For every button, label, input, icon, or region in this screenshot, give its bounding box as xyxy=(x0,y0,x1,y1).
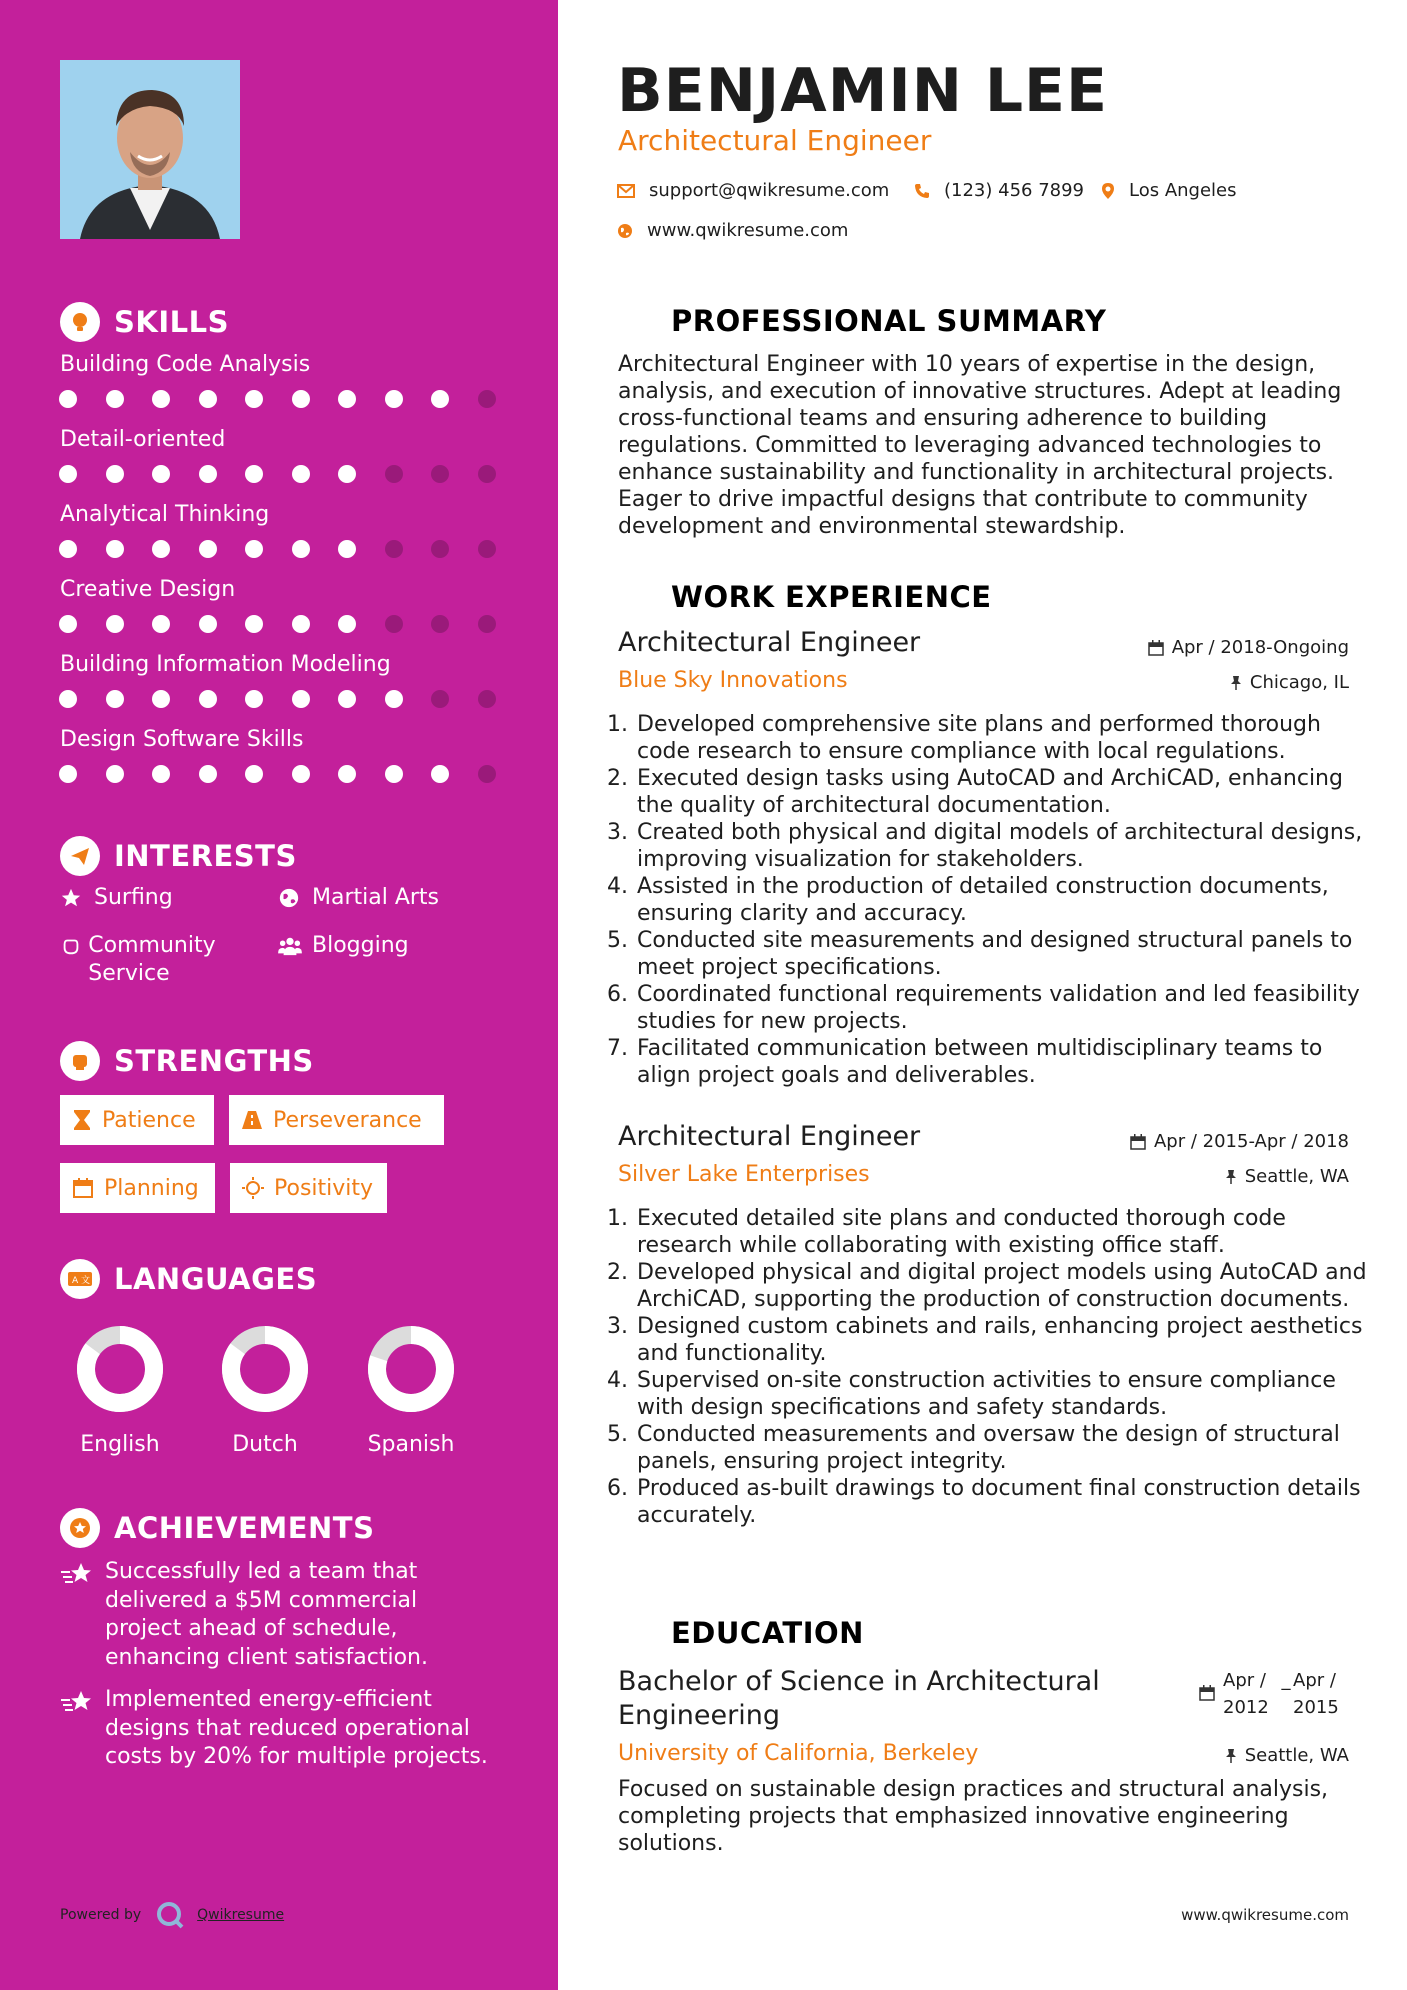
strength-label: Positivity xyxy=(274,1175,374,1201)
job-bullet: 2. Developed physical and digital project models using AutoCAD and ArchiCAD, supporting the production of construction documents. xyxy=(635,1259,1375,1313)
rating-dot-filled xyxy=(385,765,403,783)
job-bullet: 2. Executed design tasks using AutoCAD and ArchiCAD, enhancing the quality of architectural documentation. xyxy=(635,765,1375,819)
rating-dot-filled xyxy=(59,390,77,408)
rating-dot-filled xyxy=(292,690,310,708)
rating-dot-filled xyxy=(152,615,170,633)
job-company: Blue Sky Innovations xyxy=(618,668,848,693)
summary-text: Architectural Engineer with 10 years of expertise in the design, analysis, and execution of innovative structures. Adept at leading cross-functional teams and ensuring adherence to building regulations. Committed to leveraging advanced technologies to enhance sustainability and functionality in architectural projects. Eager to drive impactful designs that contribute to community development and environmental stewardship. xyxy=(618,352,1342,539)
rating-dot-filled xyxy=(338,540,356,558)
skill-rating xyxy=(59,765,524,783)
strength-label: Planning xyxy=(104,1175,199,1201)
rating-dot-filled xyxy=(292,540,310,558)
language-label: English xyxy=(80,1432,160,1457)
job-bullet: 5. Conducted measurements and oversaw the design of structural panels, ensuring project integrity. xyxy=(635,1421,1375,1475)
rating-dot-filled xyxy=(106,540,124,558)
skill-rating xyxy=(59,540,524,558)
job-dates xyxy=(1130,1131,1349,1152)
job-bullets xyxy=(612,1205,1375,1529)
website-text: www.qwikresume.com xyxy=(647,220,849,241)
avatar xyxy=(60,60,240,239)
globe-icon xyxy=(617,223,633,239)
shooting-star-icon xyxy=(60,1686,105,1772)
language-label: Spanish xyxy=(367,1432,455,1457)
interest-blogging xyxy=(278,932,409,960)
achievements-heading xyxy=(60,1508,374,1548)
skill-label: Building Information Modeling xyxy=(60,652,391,677)
rating-dot-filled xyxy=(245,390,263,408)
briefcase-chair-icon xyxy=(617,577,657,617)
skills-heading xyxy=(60,302,229,342)
rating-dot-filled xyxy=(152,765,170,783)
email-text: support@qwikresume.com xyxy=(649,180,890,201)
skill-rating xyxy=(59,690,524,708)
language-item xyxy=(50,1324,190,1457)
rating-dot-empty xyxy=(385,615,403,633)
strength-label: Perseverance xyxy=(273,1107,422,1133)
rating-dot-filled xyxy=(385,390,403,408)
rating-dot-empty xyxy=(431,615,449,633)
skill-label: Detail-oriented xyxy=(60,427,226,452)
lightbulb-icon xyxy=(60,302,100,342)
skill-label: Building Code Analysis xyxy=(60,352,311,377)
summary-title: PROFESSIONAL SUMMARY xyxy=(671,304,1107,338)
phone-text: (123) 456 7899 xyxy=(944,180,1085,201)
language-icon xyxy=(60,1259,100,1299)
job-title: Architectural Engineer xyxy=(618,1121,921,1152)
rating-dot-empty xyxy=(385,465,403,483)
powered-brand-link[interactable]: Qwikresume xyxy=(197,1907,285,1923)
rating-dot-filled xyxy=(431,765,449,783)
job-dates-text: Apr / 2015-Apr / 2018 xyxy=(1153,1131,1349,1152)
rating-dot-empty xyxy=(431,690,449,708)
pushpin-icon xyxy=(1230,675,1242,691)
rating-dot-empty xyxy=(478,390,496,408)
rating-dot-empty xyxy=(431,540,449,558)
rating-dot-filled xyxy=(199,390,217,408)
rating-dot-filled xyxy=(152,540,170,558)
job-bullet: 7. Facilitated communication between multidisciplinary teams to align project goals and deliverables. xyxy=(635,1035,1375,1089)
pushpin-icon xyxy=(1225,1169,1237,1185)
interest-surfing xyxy=(60,884,173,912)
strength-planning xyxy=(60,1163,215,1213)
interest-label: Martial Arts xyxy=(312,885,440,910)
job-title: Architectural Engineer xyxy=(618,627,921,658)
powered-text: Powered by xyxy=(60,1907,142,1923)
qwikresume-logo-icon xyxy=(155,1900,185,1930)
globe-icon xyxy=(278,884,306,912)
rating-dot-filled xyxy=(245,690,263,708)
rating-dot-filled xyxy=(292,615,310,633)
rating-dot-empty xyxy=(478,615,496,633)
job-bullet: 4. Supervised on-site construction activities to ensure compliance with design specifications and safety standards. xyxy=(635,1367,1375,1421)
contact-email[interactable] xyxy=(617,180,889,201)
summary-heading xyxy=(617,301,1106,341)
education-description: Focused on sustainable design practices and structural analysis, completing projects that emphasized innovative engineering solutions. xyxy=(618,1777,1329,1856)
rating-dot-filled xyxy=(59,465,77,483)
calendar-icon xyxy=(1130,1134,1146,1150)
education-location-text: Seattle, WA xyxy=(1244,1745,1349,1766)
degree-title: Bachelor of Science in Architectural Engineering xyxy=(618,1666,1100,1731)
strength-patience xyxy=(60,1095,214,1145)
shooting-star-icon xyxy=(60,1558,105,1672)
rating-dot-filled xyxy=(431,390,449,408)
job-location xyxy=(1225,1166,1349,1187)
svg-text:文: 文 xyxy=(81,1276,91,1286)
phone-icon xyxy=(914,183,930,199)
rating-dot-empty xyxy=(478,690,496,708)
rating-dot-empty xyxy=(431,465,449,483)
languages-heading xyxy=(60,1259,317,1299)
achievement-text: Successfully led a team that delivered a $5M commercial project ahead of schedule, enhancing client satisfaction. xyxy=(105,1559,428,1670)
job-bullet: 3. Created both physical and digital models of architectural designs, improving visualization for stakeholders. xyxy=(635,819,1375,873)
calendar-icon xyxy=(1148,640,1164,656)
rating-dot-filled xyxy=(59,765,77,783)
footer-website[interactable]: www.qwikresume.com xyxy=(1181,1906,1349,1924)
languages-title: LANGUAGES xyxy=(114,1262,318,1296)
users-icon xyxy=(278,932,306,960)
education-heading xyxy=(617,1613,864,1653)
skill-label: Design Software Skills xyxy=(60,727,304,752)
rating-dot-empty xyxy=(478,765,496,783)
job-company: Silver Lake Enterprises xyxy=(618,1162,870,1187)
job-bullet: 4. Assisted in the production of detailed construction documents, ensuring clarity and accuracy. xyxy=(635,873,1375,927)
education-start: Apr / 2012 xyxy=(1223,1670,1269,1718)
rating-dot-filled xyxy=(152,690,170,708)
skill-rating xyxy=(59,465,524,483)
contact-website[interactable] xyxy=(617,220,848,241)
rating-dot-filled xyxy=(199,690,217,708)
job-dates-text: Apr / 2018-Ongoing xyxy=(1171,637,1349,658)
hourglass-icon xyxy=(72,1109,92,1131)
job-location-text: Seattle, WA xyxy=(1244,1166,1349,1187)
rating-dot-empty xyxy=(478,540,496,558)
skill-label: Creative Design xyxy=(60,577,236,602)
interest-label: Blogging xyxy=(312,933,409,958)
job-bullet: 1. Developed comprehensive site plans and performed thorough code research to ensure compliance with local regulations. xyxy=(635,711,1375,765)
rating-dot-filled xyxy=(338,690,356,708)
strength-positivity xyxy=(230,1163,387,1213)
rating-dot-filled xyxy=(338,465,356,483)
date-separator: _ xyxy=(1281,1670,1291,1691)
rating-dot-filled xyxy=(385,690,403,708)
language-label: Dutch xyxy=(232,1432,298,1457)
achievement-text: Implemented energy-efficient designs that reduced operational costs by 20% for multiple projects. xyxy=(105,1687,488,1769)
experience-heading xyxy=(617,577,992,617)
education-location xyxy=(1225,1745,1349,1766)
job-bullet: 6. Coordinated functional requirements validation and led feasibility studies for new projects. xyxy=(635,981,1375,1035)
strengths-heading xyxy=(60,1041,314,1081)
job-location xyxy=(1230,672,1349,693)
rating-dot-filled xyxy=(152,390,170,408)
rating-dot-filled xyxy=(245,765,263,783)
sidebar xyxy=(0,0,558,1990)
svg-text:A: A xyxy=(72,1276,79,1286)
rating-dot-filled xyxy=(292,390,310,408)
sun-icon xyxy=(242,1177,264,1199)
rating-dot-filled xyxy=(199,465,217,483)
skill-rating xyxy=(59,390,524,408)
strength-perseverance xyxy=(229,1095,444,1145)
calendar-icon xyxy=(1199,1685,1215,1701)
rating-dot-filled xyxy=(292,765,310,783)
strength-label: Patience xyxy=(102,1107,196,1133)
rating-dot-filled xyxy=(338,615,356,633)
achievement-item xyxy=(60,1558,500,1672)
calendar-icon xyxy=(72,1177,94,1199)
job-bullet: 6. Produced as-built drawings to document final construction details accurately. xyxy=(635,1475,1375,1529)
achievement-item xyxy=(60,1686,500,1772)
strengths-title: STRENGTHS xyxy=(114,1044,314,1078)
contact-location xyxy=(1101,180,1237,201)
candidate-role: Architectural Engineer xyxy=(618,124,932,157)
experience-title: WORK EXPERIENCE xyxy=(671,580,992,614)
contact-phone[interactable] xyxy=(914,180,1084,201)
rating-dot-filled xyxy=(245,540,263,558)
language-item xyxy=(195,1324,335,1457)
rating-dot-filled xyxy=(106,690,124,708)
rating-dot-filled xyxy=(199,540,217,558)
hand-icon xyxy=(60,932,82,988)
achievements-title: ACHIEVEMENTS xyxy=(114,1511,375,1545)
profile-photo xyxy=(60,60,240,239)
rating-dot-filled xyxy=(338,765,356,783)
interest-label: Community Service xyxy=(88,933,216,986)
rating-dot-filled xyxy=(106,765,124,783)
school-name: University of California, Berkeley xyxy=(618,1741,979,1766)
rating-dot-filled xyxy=(199,615,217,633)
rating-dot-filled xyxy=(245,615,263,633)
envelope-icon xyxy=(617,184,635,198)
education-dates xyxy=(1199,1667,1349,1721)
language-donut xyxy=(366,1324,456,1414)
map-pin-icon xyxy=(1101,182,1115,200)
language-donut xyxy=(220,1324,310,1414)
badge-star-icon xyxy=(60,1508,100,1548)
job-location-text: Chicago, IL xyxy=(1249,672,1349,693)
rating-dot-filled xyxy=(106,465,124,483)
rating-dot-filled xyxy=(199,765,217,783)
language-donut xyxy=(75,1324,165,1414)
interests-heading xyxy=(60,836,297,876)
job-bullet: 1. Executed detailed site plans and conducted thorough code research while collaborating with existing office staff. xyxy=(635,1205,1375,1259)
rating-dot-filled xyxy=(106,390,124,408)
job-dates xyxy=(1148,637,1349,658)
skill-rating xyxy=(59,615,524,633)
rating-dot-filled xyxy=(59,615,77,633)
interest-martial-arts xyxy=(278,884,439,912)
rating-dot-empty xyxy=(385,540,403,558)
rating-dot-filled xyxy=(106,615,124,633)
rating-dot-filled xyxy=(292,465,310,483)
rating-dot-filled xyxy=(59,540,77,558)
interest-label: Surfing xyxy=(94,885,173,910)
language-item xyxy=(341,1324,481,1457)
education-end: Apr / 2015 xyxy=(1293,1670,1339,1718)
location-text: Los Angeles xyxy=(1129,180,1237,201)
road-icon xyxy=(241,1110,263,1130)
interest-community-service xyxy=(60,932,260,988)
job-bullet: 5. Conducted site measurements and designed structural panels to meet project specifications. xyxy=(635,927,1375,981)
fist-icon xyxy=(60,1041,100,1081)
rating-dot-empty xyxy=(478,465,496,483)
interests-title: INTERESTS xyxy=(114,839,297,873)
pushpin-icon xyxy=(1225,1748,1237,1764)
candidate-name: BENJAMIN LEE xyxy=(617,56,1109,126)
rating-dot-filled xyxy=(152,465,170,483)
rating-dot-filled xyxy=(245,465,263,483)
skills-title: SKILLS xyxy=(114,305,229,339)
star-icon xyxy=(60,884,88,912)
rating-dot-filled xyxy=(338,390,356,408)
job-bullets xyxy=(612,711,1375,1089)
job-bullet: 3. Designed custom cabinets and rails, enhancing project aesthetics and functionality. xyxy=(635,1313,1375,1367)
powered-by xyxy=(60,1900,284,1930)
education-title: EDUCATION xyxy=(671,1616,864,1650)
graduation-icon xyxy=(617,1613,657,1653)
paper-plane-icon xyxy=(60,836,100,876)
user-icon xyxy=(617,301,657,341)
rating-dot-filled xyxy=(59,690,77,708)
skill-label: Analytical Thinking xyxy=(60,502,270,527)
